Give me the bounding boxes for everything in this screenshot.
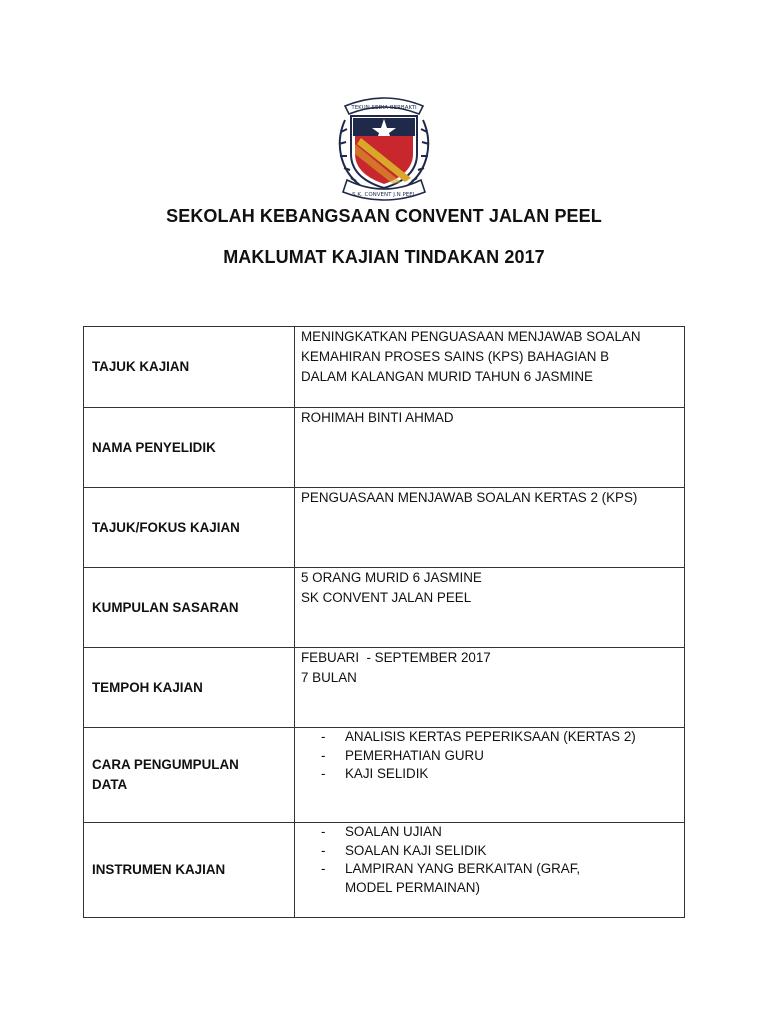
value-line: ROHIMAH BINTI AHMAD <box>301 410 454 425</box>
row-value-nama-penyelidik <box>295 408 685 488</box>
bullet-list <box>301 823 678 897</box>
value-line: MENINGKATKAN PENGUASAAN MENJAWAB SOALAN <box>301 329 641 344</box>
list-item: - KAJI SELIDIK <box>321 765 678 784</box>
row-label-tempoh-kajian: TEMPOH KAJIAN <box>84 648 295 728</box>
row-label-instrumen-kajian: INSTRUMEN KAJIAN <box>84 823 295 918</box>
table-row <box>84 648 685 728</box>
value-line: KEMAHIRAN PROSES SAINS (KPS) BAHAGIAN B <box>301 349 610 364</box>
table-row <box>84 823 685 918</box>
row-label-nama-penyelidik: NAMA PENYELIDIK <box>84 408 295 488</box>
list-item: - ANALISIS KERTAS PEPERIKSAAN (KERTAS 2) <box>321 728 678 747</box>
row-label-cara-pengumpulan-data <box>84 728 295 823</box>
table-row <box>84 568 685 648</box>
table-row <box>84 408 685 488</box>
value-line: FEBUARI - SEPTEMBER 2017 <box>301 650 491 665</box>
list-item: - LAMPIRAN YANG BERKAITAN (GRAF, MODEL PERMAINAN) <box>321 860 678 897</box>
row-value-kumpulan-sasaran <box>295 568 685 648</box>
value-line: PENGUASAAN MENJAWAB SOALAN KERTAS 2 (KPS) <box>301 490 638 505</box>
label-line: CARA PENGUMPULAN <box>92 757 239 772</box>
table-row <box>84 488 685 568</box>
list-item: - SOALAN UJIAN <box>321 823 678 842</box>
row-value-tempoh-kajian <box>295 648 685 728</box>
research-info-table <box>83 326 685 918</box>
list-item: - SOALAN KAJI SELIDIK <box>321 842 678 861</box>
value-line: 5 ORANG MURID 6 JASMINE <box>301 570 482 585</box>
value-line: 7 BULAN <box>301 670 357 685</box>
list-item: - PEMERHATIAN GURU <box>321 747 678 766</box>
row-label-kumpulan-sasaran: KUMPULAN SASARAN <box>84 568 295 648</box>
value-line: SK CONVENT JALAN PEEL <box>301 590 472 605</box>
table-row <box>84 728 685 823</box>
table-row <box>84 327 685 408</box>
label-line: DATA <box>92 777 128 792</box>
row-value-cara-pengumpulan-data <box>295 728 685 823</box>
row-value-tajuk-fokus-kajian <box>295 488 685 568</box>
school-crest-logo <box>331 92 437 204</box>
row-label-tajuk-fokus-kajian: TAJUK/FOKUS KAJIAN <box>84 488 295 568</box>
crest-motto-bottom: S.K. CONVENT J.N PEEL <box>352 192 416 198</box>
school-name-heading: SEKOLAH KEBANGSAAN CONVENT JALAN PEEL <box>166 206 602 226</box>
row-value-tajuk-kajian <box>295 327 685 408</box>
bullet-list <box>301 728 678 784</box>
crest-motto-top: TEKUN SEDIA BERBAKTI <box>351 105 417 111</box>
document-title: MAKLUMAT KAJIAN TINDAKAN 2017 <box>223 247 545 267</box>
row-value-instrumen-kajian <box>295 823 685 918</box>
row-label-tajuk-kajian: TAJUK KAJIAN <box>84 327 295 408</box>
value-line: DALAM KALANGAN MURID TAHUN 6 JASMINE <box>301 369 593 384</box>
